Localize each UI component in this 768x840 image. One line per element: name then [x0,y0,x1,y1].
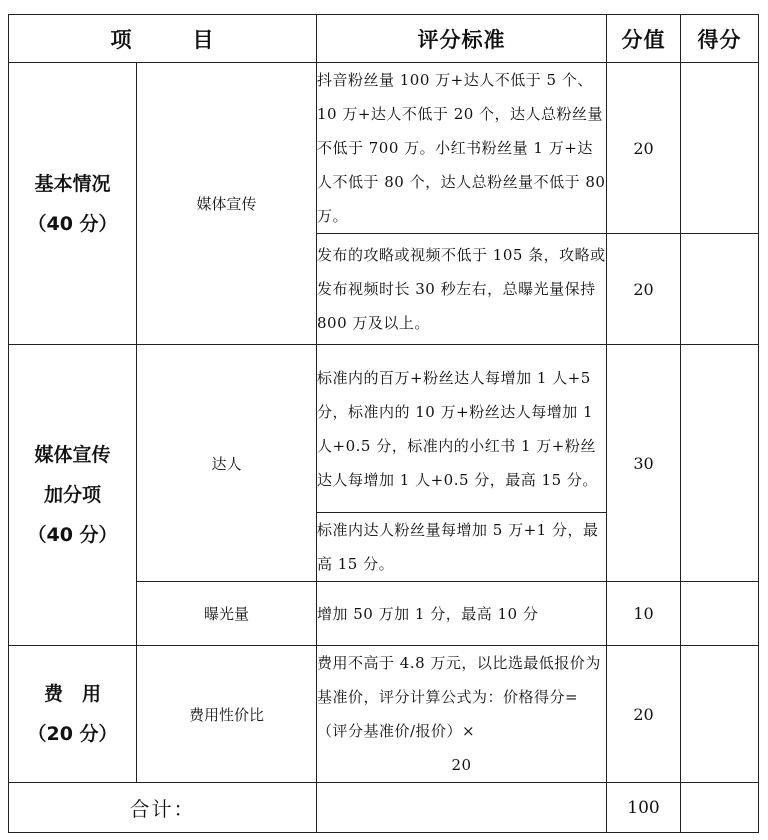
header-item [9,15,317,63]
category-label: 基本情况 [34,172,111,195]
criteria-text: 费用不高于 4.8 万元，以比选最低报价为基准价，评分计算公式为：价格得分=（评分基准价/报价）× [317,654,601,740]
header-value: 分值 [607,15,681,63]
header-score: 得分 [681,15,759,63]
category-basic [9,63,137,345]
total-score-cell[interactable] [681,783,759,833]
total-row [9,783,759,833]
criteria-cell: 抖音粉丝量 100 万+达人不低于 5 个、10 万+达人不低于 20 个，达人总粉丝量不低于 700 万。小红书粉丝量 1 万+达人不低于 80 个，达人总粉丝量不低于 80 万。 [317,63,607,234]
table-row [9,63,759,234]
category-bonus [9,345,137,646]
total-criteria-empty [317,783,607,833]
criteria-cell: 发布的攻略或视频不低于 105 条，攻略或发布视频时长 30 秒左右，总曝光量保持 800 万及以上。 [317,234,607,345]
subitem-media: 媒体宣传 [137,63,317,345]
category-points: （20 分） [27,723,118,745]
value-cell: 10 [607,582,681,646]
subitem-exposure: 曝光量 [137,582,317,646]
criteria-cell [317,646,607,783]
criteria-tail: 20 [451,756,472,774]
score-cell[interactable] [681,345,759,582]
score-cell[interactable] [681,646,759,783]
header-row [9,15,759,63]
total-label: 合计： [9,783,317,833]
score-cell[interactable] [681,582,759,646]
category-points: （40 分） [27,524,118,546]
value-cell: 20 [607,646,681,783]
value-cell: 30 [607,345,681,582]
subitem-influencer: 达人 [137,345,317,582]
category-cost [9,646,137,783]
scoring-table [8,14,759,833]
category-label: 费 用 [43,683,101,705]
criteria-cell: 增加 50 万加 1 分，最高 10 分 [317,582,607,646]
total-value: 100 [607,783,681,833]
subitem-cost: 费用性价比 [137,646,317,783]
score-cell[interactable] [681,234,759,345]
category-label-2: 加分项 [43,484,101,506]
category-points: （40 分） [27,212,118,235]
table-row [9,345,759,513]
header-item-a: 项 [110,27,133,52]
table-row [9,646,759,783]
criteria-cell: 标准内的百万+粉丝达人每增加 1 人+5 分，标准内的 10 万+粉丝达人每增加 1 人+0.5 分，标准内的小红书 1 万+粉丝达人每增加 1 人+0.5 分，最高 15 分。 [317,345,607,513]
value-cell: 20 [607,234,681,345]
value-cell: 20 [607,63,681,234]
header-criteria: 评分标准 [317,15,607,63]
category-label: 媒体宣传 [34,444,111,466]
criteria-cell: 标准内达人粉丝量每增加 5 万+1 分，最高 15 分。 [317,513,607,582]
header-item-b: 目 [192,27,215,52]
score-cell[interactable] [681,63,759,234]
